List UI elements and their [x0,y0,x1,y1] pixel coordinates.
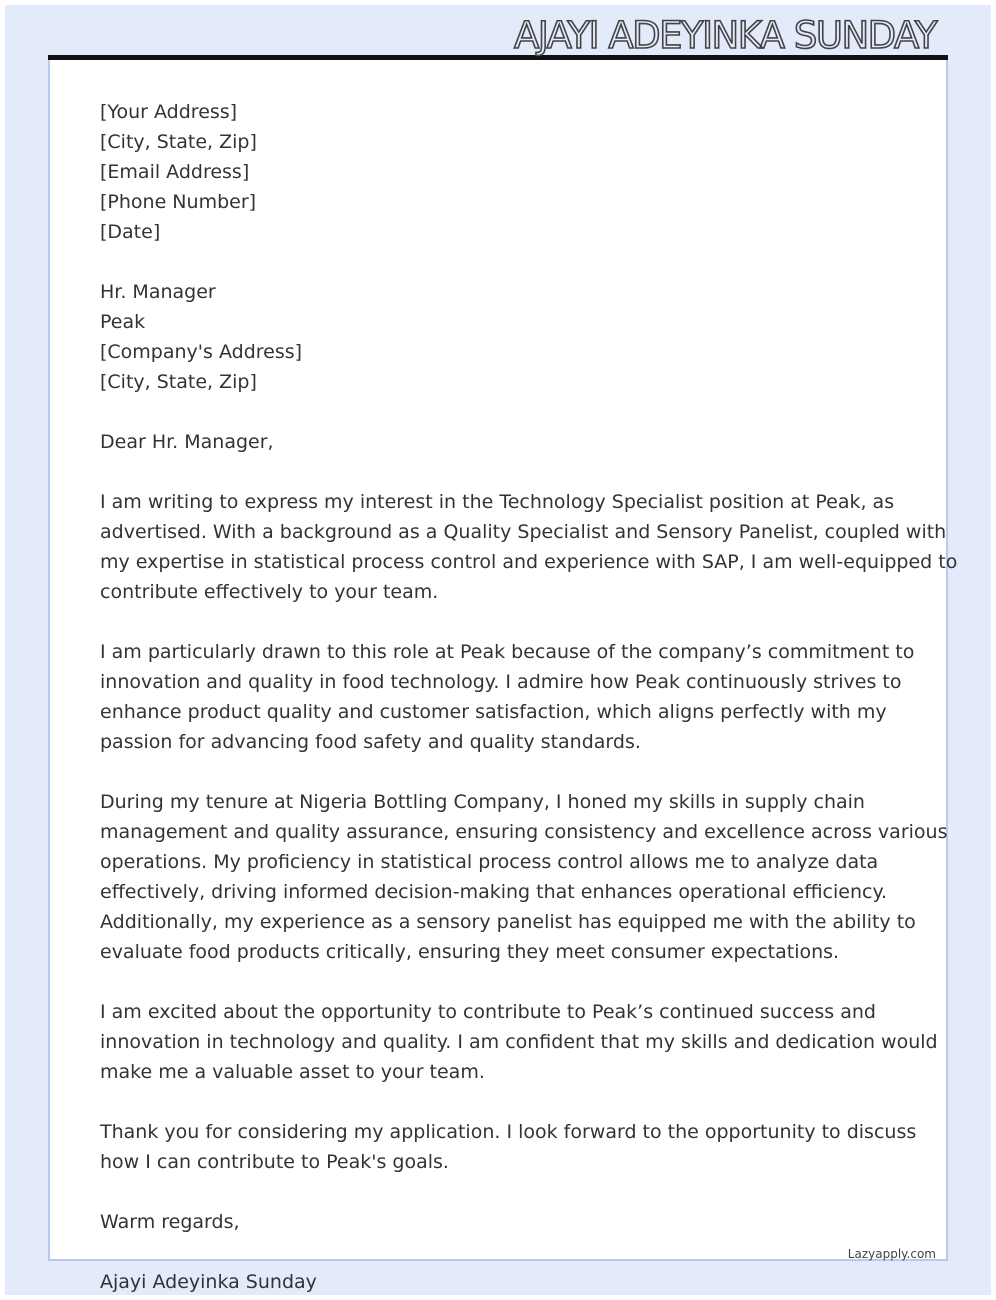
paragraph-line: management and quality assurance, ensuring consistency and excellence across various [100,821,948,843]
paragraph-experience [100,787,948,967]
recipient-block [100,277,900,397]
paragraph-line: evaluate food products critically, ensuring they meet consumer expectations. [100,941,840,963]
paragraph-line: operations. My proficiency in statistical process control allows me to analyze data [100,851,879,873]
paragraph-line: I am excited about the opportunity to contribute to Peak’s continued success and [100,1001,876,1023]
recipient-title: Hr. Manager [100,281,216,303]
paragraph-line: Thank you for considering my application. I look forward to the opportunity to discuss [100,1121,917,1143]
paragraph-line: During my tenure at Nigeria Bottling Company, I honed my skills in supply chain [100,791,865,813]
sender-date: [Date] [100,221,161,243]
paragraph-line: passion for advancing food safety and quality standards. [100,731,641,753]
salutation: Dear Hr. Manager, [100,431,274,453]
paragraph-line: Additionally, my experience as a sensory panelist has equipped me with the ability to [100,911,916,933]
recipient-city: [City, State, Zip] [100,371,257,393]
paragraph-enthusiasm [100,997,938,1087]
watermark: Lazyapply.com [847,1247,936,1261]
recipient-address: [Company's Address] [100,341,303,363]
sender-address: [Your Address] [100,101,238,123]
recipient-company: Peak [100,311,146,333]
header-name: AJAYI ADEYINKA SUNDAY [514,14,936,57]
paragraph-line: innovation in technology and quality. I am confident that my skills and dedication would [100,1031,938,1053]
sender-email: [Email Address] [100,161,250,183]
paragraph-line: advertised. With a background as a Quality Specialist and Sensory Panelist, coupled with [100,521,947,543]
paragraph-thanks [100,1117,917,1177]
paragraph-line: innovation and quality in food technology. I admire how Peak continuously strives to [100,671,902,693]
paragraph-line: I am writing to express my interest in the Technology Specialist position at Peak, as [100,491,895,513]
paragraph-line: my expertise in statistical process control and experience with SAP, I am well-equipped to [100,551,958,573]
paragraph-motivation [100,637,915,757]
sender-city: [City, State, Zip] [100,131,257,153]
paragraph-line: enhance product quality and customer satisfaction, which aligns perfectly with my [100,701,887,723]
paragraph-line: effectively, driving informed decision-making that enhances operational efficiency. [100,881,888,903]
closing: Warm regards, [100,1211,240,1233]
signature: Ajayi Adeyinka Sunday [100,1271,317,1293]
cover-letter [100,97,958,1297]
sender-block [100,97,900,247]
paragraph-line: contribute effectively to your team. [100,581,439,603]
paragraph-line: make me a valuable asset to your team. [100,1061,485,1083]
paragraph-intro [100,487,958,607]
paragraph-line: how I can contribute to Peak's goals. [100,1151,449,1173]
sender-phone: [Phone Number] [100,191,257,213]
paragraph-line: I am particularly drawn to this role at Peak because of the company’s commitment to [100,641,915,663]
